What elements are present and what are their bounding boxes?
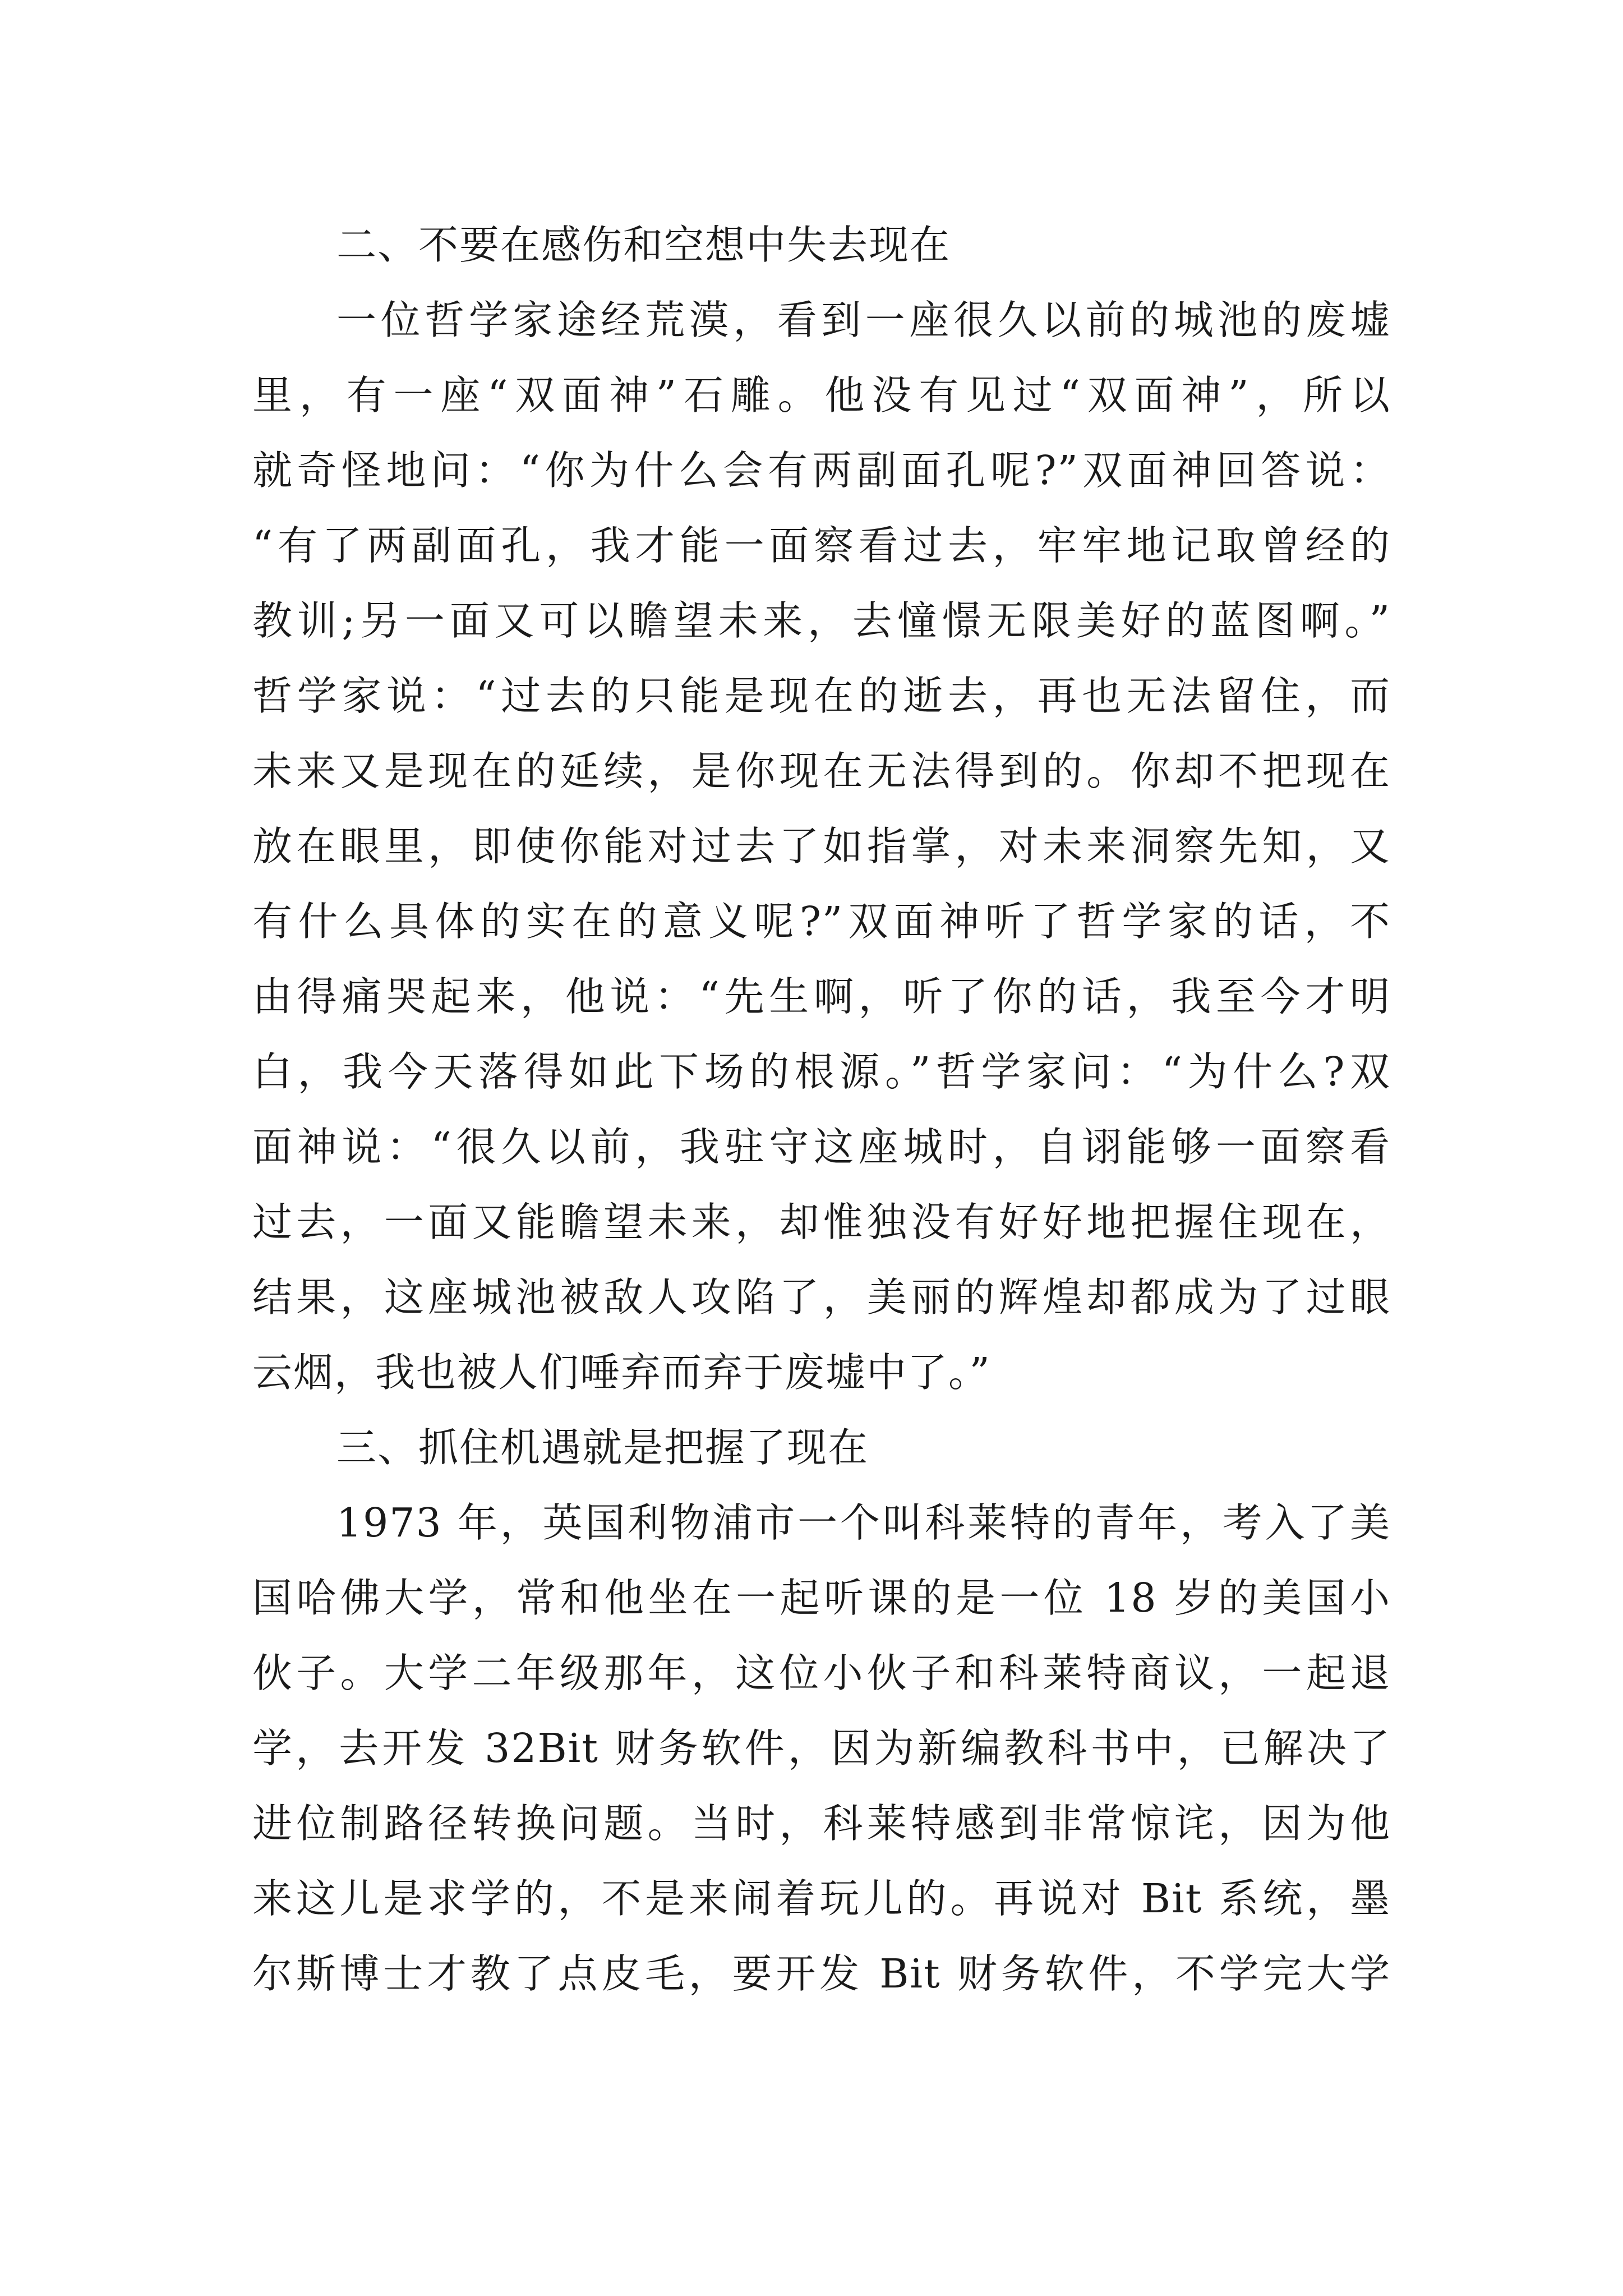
paragraph-line: 白，我今天落得如此下场的根源。”哲学家问：“为什么?双 bbox=[252, 1048, 1391, 1095]
paragraph-line: 1973 年，英国利物浦市一个叫科莱特的青年，考入了美 bbox=[336, 1499, 1391, 1546]
paragraph-line: 国哈佛大学，常和他坐在一起听课的是一位 18 岁的美国小 bbox=[252, 1575, 1391, 1621]
paragraph-line: 放在眼里，即使你能对过去了如指掌，对未来洞察先知，又 bbox=[252, 823, 1391, 869]
paragraph-line: 一位哲学家途经荒漠，看到一座很久以前的城池的废墟 bbox=[336, 297, 1391, 343]
section-heading-2: 二、不要在感伤和空想中失去现在 bbox=[336, 222, 951, 268]
paragraph-line: 进位制路径转换问题。当时，科莱特感到非常惊诧，因为他 bbox=[252, 1800, 1391, 1847]
paragraph-line: 来这儿是求学的，不是来闹着玩儿的。再说对 Bit 系统，墨 bbox=[252, 1875, 1391, 1922]
paragraph-line: 云烟，我也被人们唾弃而弃于废墟中了。” bbox=[252, 1349, 991, 1396]
paragraph-line: 伙子。大学二年级那年，这位小伙子和科莱特商议，一起退 bbox=[252, 1650, 1391, 1696]
paragraph-line: 就奇怪地问：“你为什么会有两副面孔呢?”双面神回答说： bbox=[252, 447, 1391, 494]
paragraph-line: 有什么具体的实在的意义呢?”双面神听了哲学家的话，不 bbox=[252, 898, 1391, 945]
paragraph-line: 面神说：“很久以前，我驻守这座城时，自诩能够一面察看 bbox=[252, 1124, 1391, 1170]
paragraph-line: 尔斯博士才教了点皮毛，要开发 Bit 财务软件，不学完大学 bbox=[252, 1950, 1391, 1997]
paragraph-line: 哲学家说：“过去的只能是现在的逝去，再也无法留住，而 bbox=[252, 673, 1391, 719]
paragraph-line: 里，有一座“双面神”石雕。他没有见过“双面神”，所以 bbox=[252, 372, 1391, 418]
paragraph-line: 结果，这座城池被敌人攻陷了，美丽的辉煌却都成为了过眼 bbox=[252, 1274, 1391, 1320]
document-body bbox=[252, 208, 1391, 2012]
paragraph-line: 学，去开发 32Bit 财务软件，因为新编教科书中，已解决了 bbox=[252, 1725, 1391, 1772]
paragraph-line: 由得痛哭起来，他说：“先生啊，听了你的话，我至今才明 bbox=[252, 973, 1391, 1020]
paragraph-line: 过去，一面又能瞻望未来，却惟独没有好好地把握住现在， bbox=[252, 1199, 1391, 1245]
section-heading-3: 三、抓住机遇就是把握了现在 bbox=[336, 1424, 869, 1471]
paragraph-line: 未来又是现在的延续，是你现在无法得到的。你却不把现在 bbox=[252, 748, 1391, 794]
paragraph-line: 教训;另一面又可以瞻望未来，去憧憬无限美好的蓝图啊。” bbox=[252, 597, 1391, 644]
paragraph-line: “有了两副面孔，我才能一面察看过去，牢牢地记取曾经的 bbox=[252, 522, 1391, 569]
